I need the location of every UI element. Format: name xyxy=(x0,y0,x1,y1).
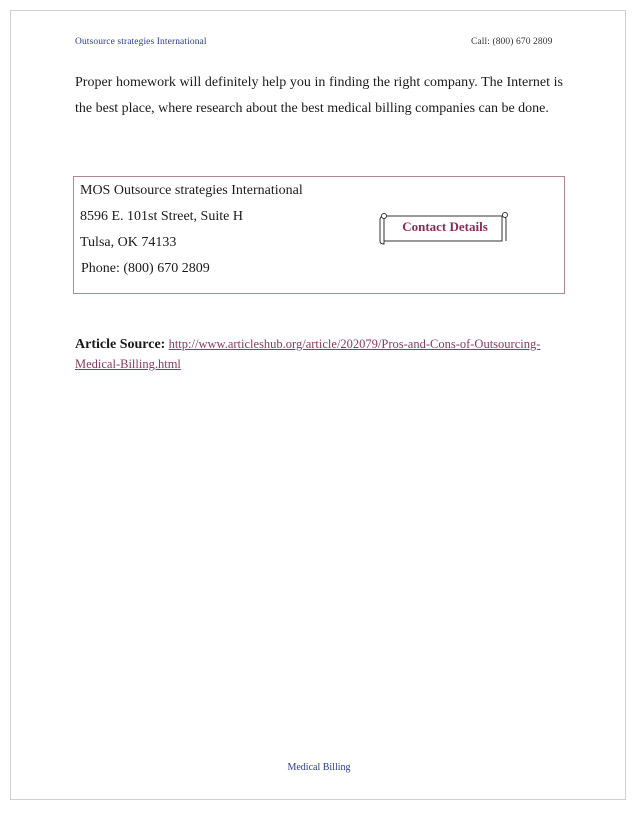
contact-street: 8596 E. 101st Street, Suite H xyxy=(80,209,243,224)
contact-details-label: Contact Details xyxy=(402,219,488,234)
footer-title: Medical Billing xyxy=(287,762,351,773)
contact-city: Tulsa, OK 74133 xyxy=(80,235,177,250)
article-source-label: Article Source: xyxy=(75,337,166,352)
article-source-link[interactable]: http://www.articleshub.org/article/202079/Pros-and-Cons-of-Outsourcing-Medical-Billing.html xyxy=(75,337,541,371)
article-source xyxy=(75,334,565,374)
header-phone: Call: (800) 670 2809 xyxy=(471,37,553,47)
header-company: Outsource strategies International xyxy=(75,37,207,47)
contact-company: MOS Outsource strategies International xyxy=(80,183,303,198)
contact-box xyxy=(73,176,565,294)
intro-paragraph: Proper homework will definitely help you in finding the right company. The Internet is the best place, where research about the best medical billing companies can be done. xyxy=(75,75,563,116)
contact-phone: Phone: (800) 670 2809 xyxy=(81,261,210,276)
contact-details-scroll xyxy=(378,211,508,241)
page-frame xyxy=(10,10,626,800)
